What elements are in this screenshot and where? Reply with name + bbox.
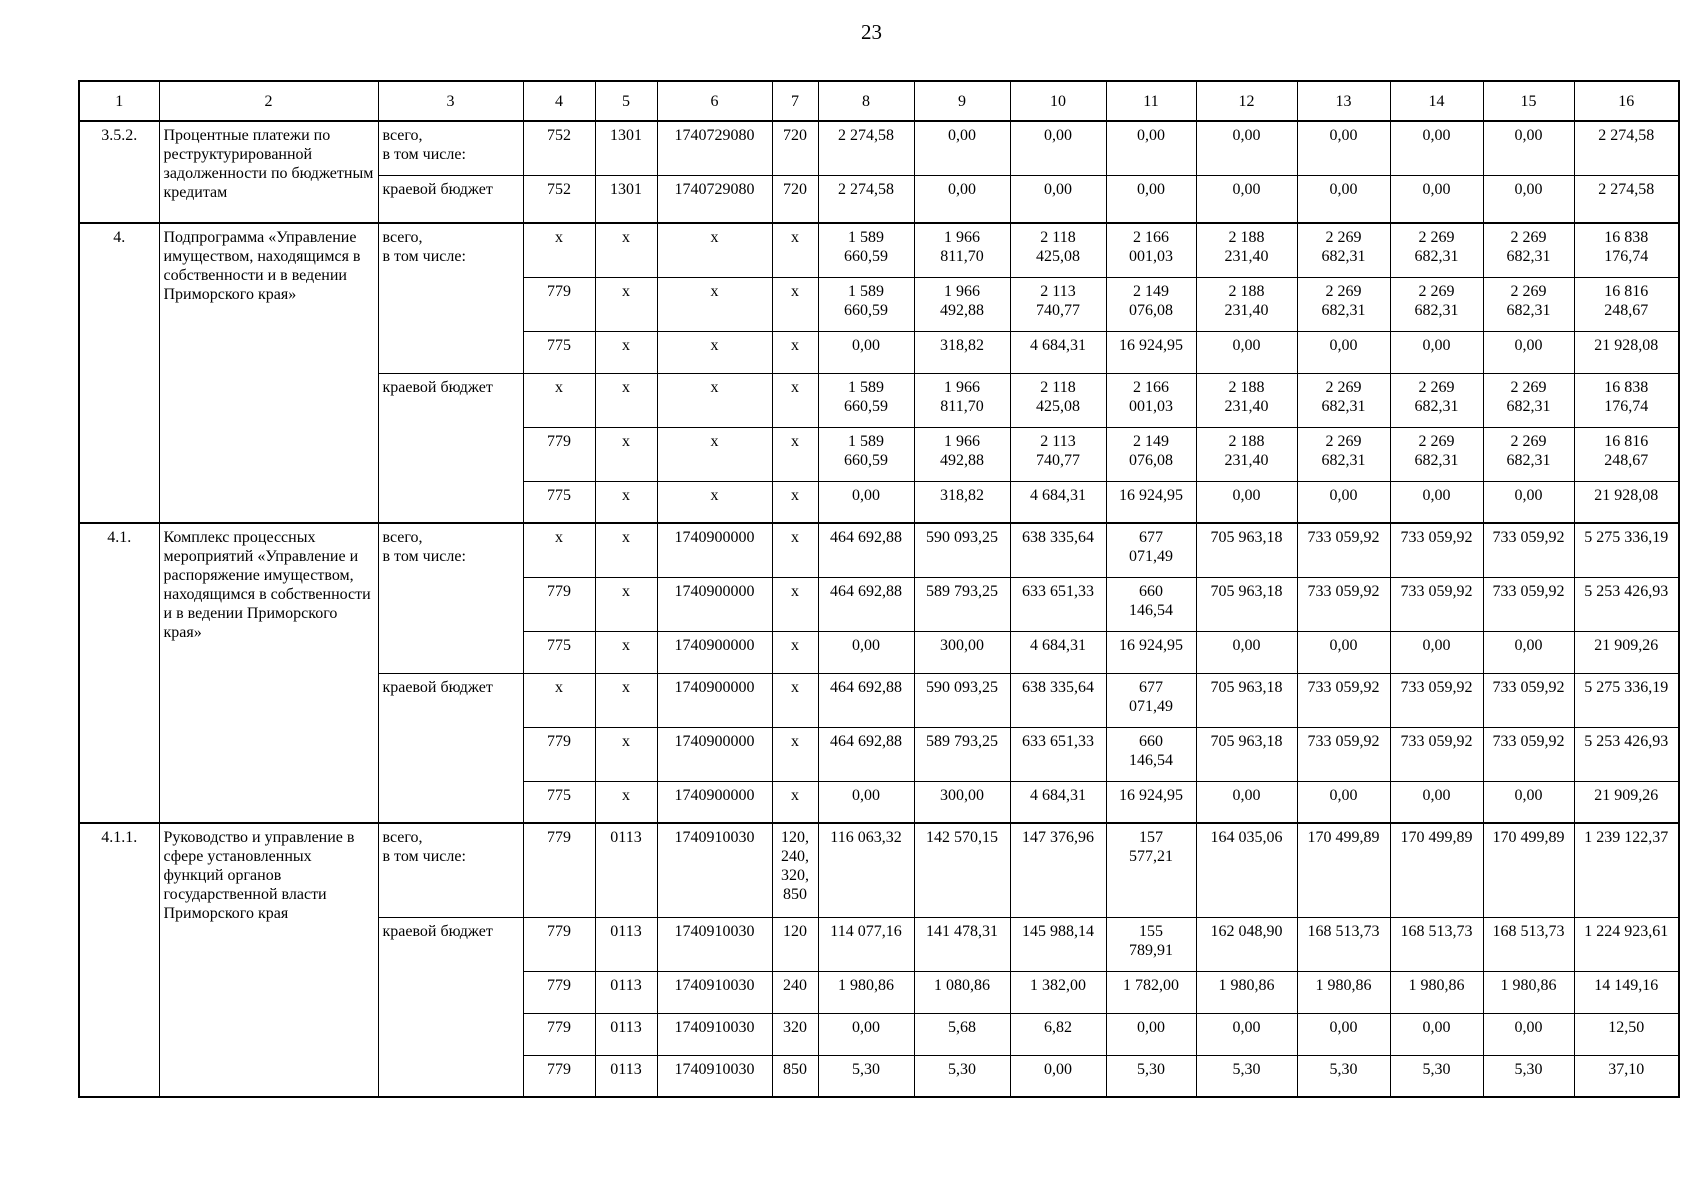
table-cell: 0,00: [1390, 481, 1483, 523]
table-cell: 1740910030: [657, 1055, 772, 1097]
table-cell: 1 980,86: [1297, 971, 1390, 1013]
table-cell: x: [772, 727, 818, 781]
table-cell: 733 059,92: [1483, 673, 1574, 727]
table-cell: 0,00: [1196, 781, 1297, 823]
table-cell: 1740900000: [657, 523, 772, 577]
table-cell: 5,30: [818, 1055, 914, 1097]
table-cell: 1 589 660,59: [818, 277, 914, 331]
table-cell: 0113: [595, 1055, 657, 1097]
page-number: 23: [861, 20, 882, 44]
table-cell: 168 513,73: [1297, 917, 1390, 971]
column-header: 6: [657, 81, 772, 121]
header-row: [79, 81, 1679, 121]
table-cell: 733 059,92: [1390, 523, 1483, 577]
table-cell: 464 692,88: [818, 577, 914, 631]
table-cell: x: [657, 481, 772, 523]
table-cell: 2 269 682,31: [1483, 427, 1574, 481]
table-cell: 240: [772, 971, 818, 1013]
funding-source-label: всего, в том числе:: [378, 223, 523, 373]
table-cell: x: [772, 481, 818, 523]
table-cell: 1 589 660,59: [818, 373, 914, 427]
table-cell: 168 513,73: [1483, 917, 1574, 971]
table-cell: 1 782,00: [1106, 971, 1196, 1013]
table-cell: x: [772, 277, 818, 331]
table-cell: 1301: [595, 175, 657, 223]
section-code: 4.1.: [79, 523, 159, 823]
table-cell: 733 059,92: [1297, 577, 1390, 631]
table-cell: 775: [523, 781, 595, 823]
table-cell: 157 577,21: [1106, 823, 1196, 917]
table-cell: 733 059,92: [1297, 673, 1390, 727]
table-cell: x: [772, 523, 818, 577]
table-cell: 0,00: [1297, 631, 1390, 673]
table-cell: 0,00: [1483, 631, 1574, 673]
table-cell: 590 093,25: [914, 523, 1010, 577]
table-cell: 21 909,26: [1574, 631, 1679, 673]
column-header: 10: [1010, 81, 1106, 121]
table-cell: 142 570,15: [914, 823, 1010, 917]
table-cell: x: [772, 223, 818, 277]
column-header: 5: [595, 81, 657, 121]
funding-source-label: всего, в том числе:: [378, 523, 523, 673]
column-header: 9: [914, 81, 1010, 121]
table-cell: 720: [772, 175, 818, 223]
table-cell: 147 376,96: [1010, 823, 1106, 917]
table-cell: 1740910030: [657, 1013, 772, 1055]
table-cell: 0,00: [1196, 121, 1297, 175]
table-cell: 779: [523, 1013, 595, 1055]
table-cell: 2 269 682,31: [1483, 373, 1574, 427]
table-cell: x: [772, 427, 818, 481]
table-cell: 120: [772, 917, 818, 971]
table-cell: 0113: [595, 971, 657, 1013]
table-cell: 5,30: [914, 1055, 1010, 1097]
section-code: 4.1.1.: [79, 823, 159, 1097]
table-cell: 16 838 176,74: [1574, 373, 1679, 427]
table-cell: x: [523, 373, 595, 427]
table-cell: 0113: [595, 823, 657, 917]
table-cell: 0,00: [1483, 1013, 1574, 1055]
table-cell: x: [772, 331, 818, 373]
table-cell: 0,00: [1010, 1055, 1106, 1097]
table-cell: 1 980,86: [1483, 971, 1574, 1013]
table-cell: 4 684,31: [1010, 331, 1106, 373]
table-cell: 0,00: [1483, 331, 1574, 373]
table-cell: 0,00: [1010, 175, 1106, 223]
column-header: 13: [1297, 81, 1390, 121]
table-cell: 320: [772, 1013, 818, 1055]
table-cell: x: [595, 523, 657, 577]
table-cell: 116 063,32: [818, 823, 914, 917]
table-cell: 2 269 682,31: [1297, 277, 1390, 331]
table-cell: 0,00: [1196, 175, 1297, 223]
table-cell: x: [772, 577, 818, 631]
table-cell: 0,00: [914, 121, 1010, 175]
table-cell: 164 035,06: [1196, 823, 1297, 917]
table-cell: x: [657, 331, 772, 373]
table-cell: 2 166 001,03: [1106, 373, 1196, 427]
table-cell: 1301: [595, 121, 657, 175]
column-header: 15: [1483, 81, 1574, 121]
table-cell: 677 071,49: [1106, 673, 1196, 727]
funding-source-label: краевой бюджет: [378, 373, 523, 523]
table-cell: 1740729080: [657, 121, 772, 175]
table-cell: 2 188 231,40: [1196, 277, 1297, 331]
table-cell: 1 589 660,59: [818, 223, 914, 277]
table-cell: 752: [523, 175, 595, 223]
table-cell: 2 269 682,31: [1390, 427, 1483, 481]
table-cell: 16 816 248,67: [1574, 427, 1679, 481]
table-cell: 2 274,58: [1574, 175, 1679, 223]
funding-source-label: краевой бюджет: [378, 917, 523, 1097]
table-cell: 2 269 682,31: [1390, 277, 1483, 331]
table-cell: 779: [523, 971, 595, 1013]
table-cell: 464 692,88: [818, 727, 914, 781]
table-cell: 1 966 811,70: [914, 373, 1010, 427]
table-cell: x: [772, 631, 818, 673]
table-cell: 2 269 682,31: [1390, 223, 1483, 277]
table-cell: 14 149,16: [1574, 971, 1679, 1013]
table-cell: 300,00: [914, 631, 1010, 673]
table-cell: 779: [523, 277, 595, 331]
table-cell: 1740900000: [657, 673, 772, 727]
table-cell: 170 499,89: [1483, 823, 1574, 917]
table-cell: 850: [772, 1055, 818, 1097]
table-cell: 5,30: [1196, 1055, 1297, 1097]
table-cell: 37,10: [1574, 1055, 1679, 1097]
table-cell: 1740900000: [657, 727, 772, 781]
section-name: Процентные платежи по реструктурированной задолженности по бюджетным кредитам: [159, 121, 378, 223]
table-cell: 2 274,58: [818, 175, 914, 223]
table-cell: 633 651,33: [1010, 727, 1106, 781]
table-cell: 752: [523, 121, 595, 175]
table-cell: 5 253 426,93: [1574, 577, 1679, 631]
column-header: 8: [818, 81, 914, 121]
table-cell: x: [657, 277, 772, 331]
table-cell: 0,00: [1390, 175, 1483, 223]
table-cell: 2 269 682,31: [1483, 223, 1574, 277]
table-cell: 1 382,00: [1010, 971, 1106, 1013]
table-cell: 2 188 231,40: [1196, 223, 1297, 277]
table-cell: 0,00: [818, 1013, 914, 1055]
table-cell: 4 684,31: [1010, 781, 1106, 823]
table-cell: x: [595, 331, 657, 373]
table-cell: 2 269 682,31: [1297, 427, 1390, 481]
table-cell: 0,00: [1390, 781, 1483, 823]
table-cell: 1 980,86: [1390, 971, 1483, 1013]
table-cell: 0,00: [1106, 1013, 1196, 1055]
table-cell: 12,50: [1574, 1013, 1679, 1055]
table-cell: 0,00: [1297, 1013, 1390, 1055]
table-cell: 2 118 425,08: [1010, 373, 1106, 427]
table-cell: x: [595, 631, 657, 673]
table-cell: 0,00: [1196, 481, 1297, 523]
table-cell: 1 224 923,61: [1574, 917, 1679, 971]
section-code: 4.: [79, 223, 159, 523]
table-cell: 141 478,31: [914, 917, 1010, 971]
table-cell: 0,00: [1390, 121, 1483, 175]
table-cell: 155 789,91: [1106, 917, 1196, 971]
table-cell: 5,30: [1390, 1055, 1483, 1097]
table-cell: x: [523, 673, 595, 727]
table-cell: 2 118 425,08: [1010, 223, 1106, 277]
table-cell: 1 239 122,37: [1574, 823, 1679, 917]
funding-source-label: всего, в том числе:: [378, 121, 523, 175]
table-cell: 733 059,92: [1297, 523, 1390, 577]
table-cell: x: [523, 523, 595, 577]
table-cell: 2 188 231,40: [1196, 373, 1297, 427]
table-cell: 0113: [595, 1013, 657, 1055]
table-cell: 633 651,33: [1010, 577, 1106, 631]
table-row: [79, 223, 1679, 277]
column-header: 1: [79, 81, 159, 121]
table-cell: x: [595, 427, 657, 481]
table-cell: 0,00: [818, 481, 914, 523]
table-cell: 779: [523, 823, 595, 917]
table-cell: 0,00: [1390, 631, 1483, 673]
table-cell: 16 924,95: [1106, 331, 1196, 373]
table-cell: 5,30: [1297, 1055, 1390, 1097]
table-cell: 2 188 231,40: [1196, 427, 1297, 481]
table-cell: 705 963,18: [1196, 673, 1297, 727]
column-header: 2: [159, 81, 378, 121]
table-row: [79, 523, 1679, 577]
table-cell: 0,00: [914, 175, 1010, 223]
table-cell: 0,00: [1483, 121, 1574, 175]
table-cell: 0,00: [1196, 631, 1297, 673]
column-header: 7: [772, 81, 818, 121]
table-cell: 733 059,92: [1297, 727, 1390, 781]
table-cell: 1740910030: [657, 917, 772, 971]
table-cell: 5,30: [1106, 1055, 1196, 1097]
table-cell: 677 071,49: [1106, 523, 1196, 577]
table-cell: 2 269 682,31: [1297, 223, 1390, 277]
table-cell: 162 048,90: [1196, 917, 1297, 971]
table-cell: 4 684,31: [1010, 481, 1106, 523]
table-cell: x: [595, 481, 657, 523]
table-cell: 2 113 740,77: [1010, 427, 1106, 481]
table-cell: 0,00: [1390, 1013, 1483, 1055]
table-cell: 779: [523, 917, 595, 971]
table-cell: 1 980,86: [818, 971, 914, 1013]
table-cell: 590 093,25: [914, 673, 1010, 727]
table-cell: 318,82: [914, 481, 1010, 523]
section-code: 3.5.2.: [79, 121, 159, 223]
table-cell: 5 275 336,19: [1574, 523, 1679, 577]
table-cell: 6,82: [1010, 1013, 1106, 1055]
table-cell: 16 838 176,74: [1574, 223, 1679, 277]
table-cell: 0,00: [1196, 1013, 1297, 1055]
table-cell: 733 059,92: [1483, 577, 1574, 631]
table-cell: 5 253 426,93: [1574, 727, 1679, 781]
table-cell: 0,00: [1483, 781, 1574, 823]
table-cell: 733 059,92: [1390, 727, 1483, 781]
table-cell: 0,00: [1297, 481, 1390, 523]
table-cell: 145 988,14: [1010, 917, 1106, 971]
table-cell: 779: [523, 1055, 595, 1097]
table-cell: 21 928,08: [1574, 481, 1679, 523]
table-cell: 0,00: [818, 781, 914, 823]
budget-table: [78, 80, 1680, 1098]
table-cell: x: [772, 673, 818, 727]
table-cell: x: [772, 373, 818, 427]
table-cell: x: [657, 223, 772, 277]
table-cell: 705 963,18: [1196, 577, 1297, 631]
table-cell: 0,00: [1196, 331, 1297, 373]
table-cell: 1740910030: [657, 823, 772, 917]
table-cell: 1 080,86: [914, 971, 1010, 1013]
table-cell: 21 909,26: [1574, 781, 1679, 823]
table-cell: 170 499,89: [1390, 823, 1483, 917]
table-cell: 464 692,88: [818, 673, 914, 727]
table-cell: 5 275 336,19: [1574, 673, 1679, 727]
table-cell: 2 269 682,31: [1390, 373, 1483, 427]
table-cell: 120, 240, 320, 850: [772, 823, 818, 917]
table-cell: 775: [523, 331, 595, 373]
column-header: 3: [378, 81, 523, 121]
table-cell: 1740900000: [657, 631, 772, 673]
table-cell: x: [657, 427, 772, 481]
column-header: 4: [523, 81, 595, 121]
table-cell: 2 166 001,03: [1106, 223, 1196, 277]
table-cell: x: [595, 277, 657, 331]
table-cell: x: [595, 781, 657, 823]
table-cell: 779: [523, 427, 595, 481]
table-cell: x: [595, 727, 657, 781]
table-cell: 2 274,58: [1574, 121, 1679, 175]
table-cell: 2 274,58: [818, 121, 914, 175]
table-cell: 0,00: [1297, 781, 1390, 823]
section-name: Подпрограмма «Управление имуществом, находящимся в собственности и в ведении Приморского края»: [159, 223, 378, 523]
table-cell: 5,30: [1483, 1055, 1574, 1097]
table-cell: 733 059,92: [1390, 577, 1483, 631]
table-cell: 1 589 660,59: [818, 427, 914, 481]
table-row: [79, 823, 1679, 917]
table-cell: x: [772, 781, 818, 823]
table-body: [79, 81, 1679, 1097]
column-header: 12: [1196, 81, 1297, 121]
funding-source-label: краевой бюджет: [378, 673, 523, 823]
table-cell: 0,00: [1483, 481, 1574, 523]
table-cell: x: [595, 223, 657, 277]
table-cell: 0,00: [1297, 331, 1390, 373]
table-cell: x: [595, 373, 657, 427]
table-cell: 1 966 492,88: [914, 427, 1010, 481]
table-cell: 1740900000: [657, 781, 772, 823]
table-cell: x: [523, 223, 595, 277]
section-name: Комплекс процессных мероприятий «Управление и распоряжение имуществом, находящимся в собственности и в ведении Приморского края»: [159, 523, 378, 823]
table-cell: 0,00: [1297, 121, 1390, 175]
table-cell: 733 059,92: [1483, 727, 1574, 781]
table-cell: 0,00: [1106, 175, 1196, 223]
table-cell: 21 928,08: [1574, 331, 1679, 373]
table-cell: 638 335,64: [1010, 523, 1106, 577]
table-cell: 779: [523, 727, 595, 781]
table-cell: 168 513,73: [1390, 917, 1483, 971]
table-cell: 5,68: [914, 1013, 1010, 1055]
table-cell: 733 059,92: [1390, 673, 1483, 727]
table-cell: 589 793,25: [914, 577, 1010, 631]
table-cell: 779: [523, 577, 595, 631]
table-cell: 2 269 682,31: [1483, 277, 1574, 331]
table-cell: 114 077,16: [818, 917, 914, 971]
table-cell: 2 149 076,08: [1106, 427, 1196, 481]
table-cell: 16 816 248,67: [1574, 277, 1679, 331]
table-cell: 0,00: [1483, 175, 1574, 223]
table-cell: 705 963,18: [1196, 523, 1297, 577]
table-cell: 464 692,88: [818, 523, 914, 577]
table-cell: 0,00: [1390, 331, 1483, 373]
table-cell: 170 499,89: [1297, 823, 1390, 917]
table-cell: 0,00: [818, 331, 914, 373]
table-row: [79, 121, 1679, 175]
column-header: 16: [1574, 81, 1679, 121]
table-cell: 0,00: [1297, 175, 1390, 223]
table-cell: 2 269 682,31: [1297, 373, 1390, 427]
table-cell: x: [657, 373, 772, 427]
table-cell: 775: [523, 631, 595, 673]
table-cell: 4 684,31: [1010, 631, 1106, 673]
table-cell: x: [595, 673, 657, 727]
column-header: 14: [1390, 81, 1483, 121]
table-cell: 16 924,95: [1106, 481, 1196, 523]
table-cell: 318,82: [914, 331, 1010, 373]
table-cell: 720: [772, 121, 818, 175]
table-cell: 16 924,95: [1106, 781, 1196, 823]
table-cell: 1740910030: [657, 971, 772, 1013]
table-cell: 660 146,54: [1106, 577, 1196, 631]
table-cell: 589 793,25: [914, 727, 1010, 781]
funding-source-label: всего, в том числе:: [378, 823, 523, 917]
column-header: 11: [1106, 81, 1196, 121]
funding-source-label: краевой бюджет: [378, 175, 523, 223]
table-cell: 16 924,95: [1106, 631, 1196, 673]
table-cell: 733 059,92: [1483, 523, 1574, 577]
table-cell: 2 149 076,08: [1106, 277, 1196, 331]
table-cell: 1740900000: [657, 577, 772, 631]
table-cell: 1 980,86: [1196, 971, 1297, 1013]
table-cell: 2 113 740,77: [1010, 277, 1106, 331]
table-cell: 0,00: [818, 631, 914, 673]
table-cell: 705 963,18: [1196, 727, 1297, 781]
table-cell: 1740729080: [657, 175, 772, 223]
table-cell: 775: [523, 481, 595, 523]
table-cell: 660 146,54: [1106, 727, 1196, 781]
table-cell: 0,00: [1010, 121, 1106, 175]
section-name: Руководство и управление в сфере установленных функций органов государственной власти Приморского края: [159, 823, 378, 1097]
table-cell: 1 966 811,70: [914, 223, 1010, 277]
table-cell: 0,00: [1106, 121, 1196, 175]
table-cell: 1 966 492,88: [914, 277, 1010, 331]
table-cell: 300,00: [914, 781, 1010, 823]
table-cell: 638 335,64: [1010, 673, 1106, 727]
table-cell: 0113: [595, 917, 657, 971]
table-cell: x: [595, 577, 657, 631]
